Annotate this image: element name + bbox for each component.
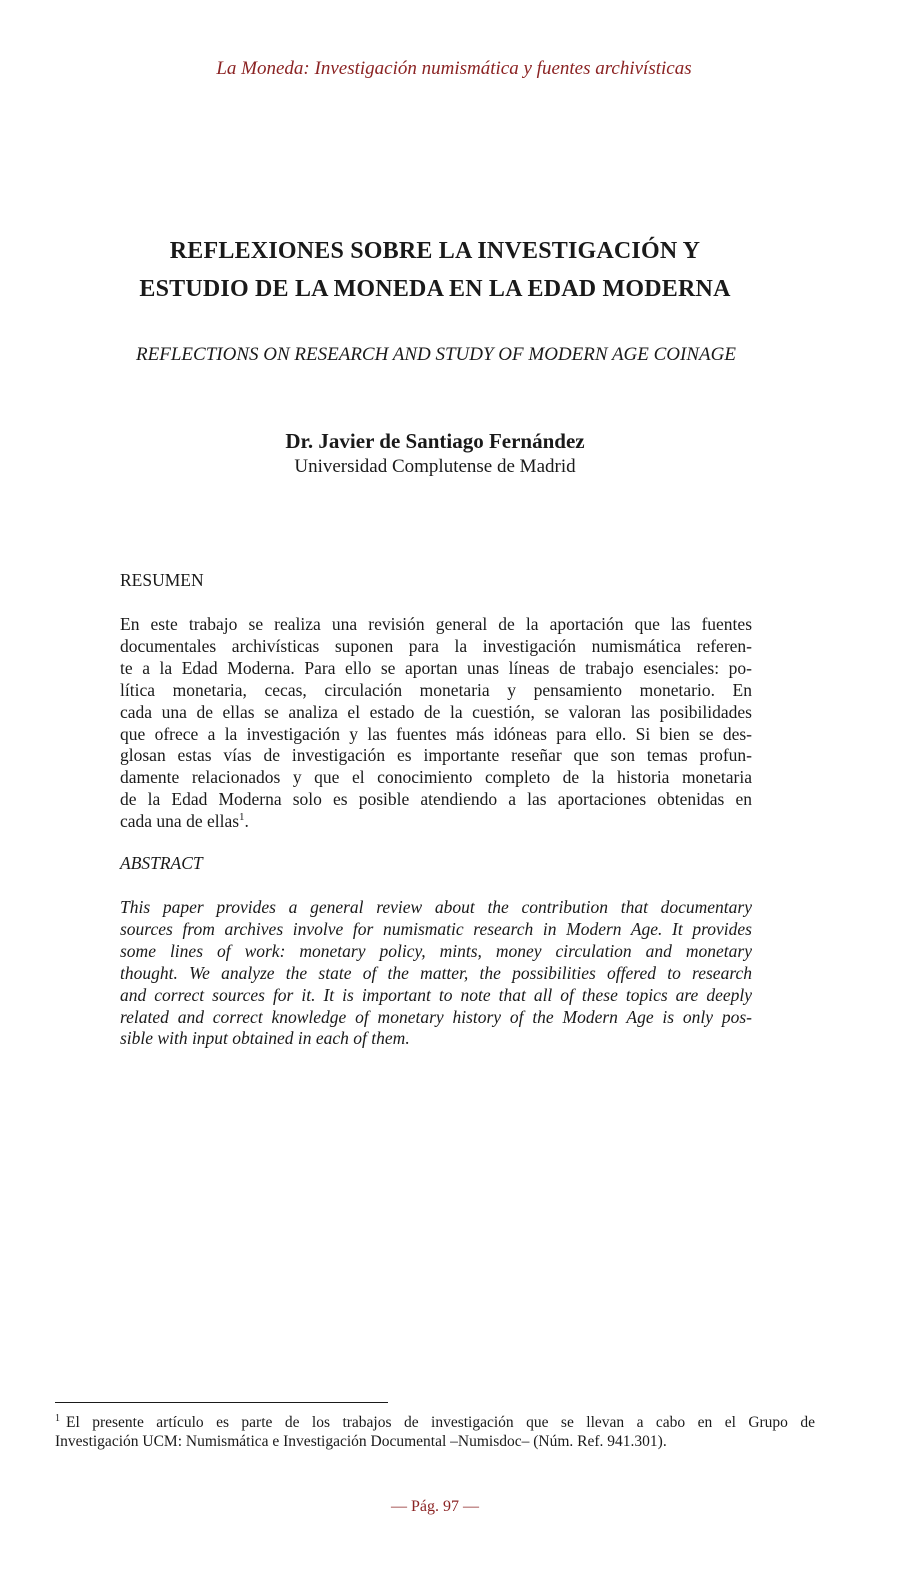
abstract-line: sources from archives involve for numismatic research in Modern Age. It provides [120, 918, 752, 939]
resumen-line: damente relacionados y que el conocimiento completo de la historia monetaria [120, 767, 752, 788]
resumen-line: que ofrece a la investigación y las fuentes más idóneas para ello. Si bien se des- [120, 723, 752, 744]
footnote-line: Investigación UCM: Numismática e Investigación Documental –Numisdoc– (Núm. Ref. 941.301). [55, 1433, 667, 1450]
resumen-line: de la Edad Moderna solo es posible atendiendo a las aportaciones obtenidas en [120, 789, 752, 810]
resumen-line: glosan estas vías de investigación es importante reseñar que son temas profun- [120, 745, 752, 766]
resumen-line: lítica monetaria, cecas, circulación monetaria y pensamiento monetario. En [120, 679, 752, 700]
footnote [55, 1413, 815, 1451]
resumen-line: cada una de ellas se analiza el estado de la cuestión, se valoran las posibilidades [120, 701, 752, 722]
running-header: La Moneda: Investigación numismática y fuentes archivísticas [216, 58, 692, 79]
abstract-paragraph [120, 897, 752, 1050]
author-affiliation: Universidad Complutense de Madrid [294, 456, 576, 477]
resumen-heading: RESUMEN [120, 570, 204, 590]
article-subtitle: REFLECTIONS ON RESEARCH AND STUDY OF MODERN AGE COINAGE [136, 344, 736, 365]
resumen-line: te a la Edad Moderna. Para ello se aportan unas líneas de trabajo esenciales: po- [120, 657, 752, 678]
abstract-line: some lines of work: monetary policy, mints, money circulation and monetary [120, 940, 752, 961]
resumen-last-line-text: cada una de ellas [120, 811, 240, 832]
author-name: Dr. Javier de Santiago Fernández [285, 429, 585, 453]
abstract-line: sible with input obtained in each of them. [120, 1028, 410, 1049]
abstract-line: thought. We analyze the state of the matter, the possibilities offered to research [120, 962, 752, 983]
abstract-line: and correct sources for it. It is important to note that all of these topics are deeply [120, 984, 752, 1005]
resumen-last-line-end: . [244, 811, 249, 832]
abstract-line: This paper provides a general review about the contribution that documentary [120, 897, 752, 917]
footnote-line-text: El presente artículo es parte de los trabajos de investigación que se llevan a cabo en el Grupo de [66, 1414, 815, 1431]
footnote-line [55, 1413, 815, 1432]
resumen-last-line [120, 811, 752, 833]
article-title-line: ESTUDIO DE LA MONEDA EN LA EDAD MODERNA [139, 276, 731, 302]
article-title-line: REFLEXIONES SOBRE LA INVESTIGACIÓN Y [169, 238, 701, 264]
footnote-divider [55, 1402, 388, 1403]
abstract-line: related and correct knowledge of monetary history of the Modern Age is only pos- [120, 1006, 752, 1027]
resumen-paragraph [120, 614, 752, 833]
footnote-marker: 1 [55, 1412, 60, 1424]
footnote-reference[interactable]: 1 [239, 811, 245, 824]
page-number: — Pág. 97 — [391, 1498, 479, 1515]
article-title [0, 232, 870, 308]
resumen-line: documentales archivísticas suponen para la investigación numismática referen- [120, 635, 752, 656]
resumen-line: En este trabajo se realiza una revisión general de la aportación que las fuentes [120, 614, 752, 634]
abstract-heading: ABSTRACT [120, 853, 203, 873]
